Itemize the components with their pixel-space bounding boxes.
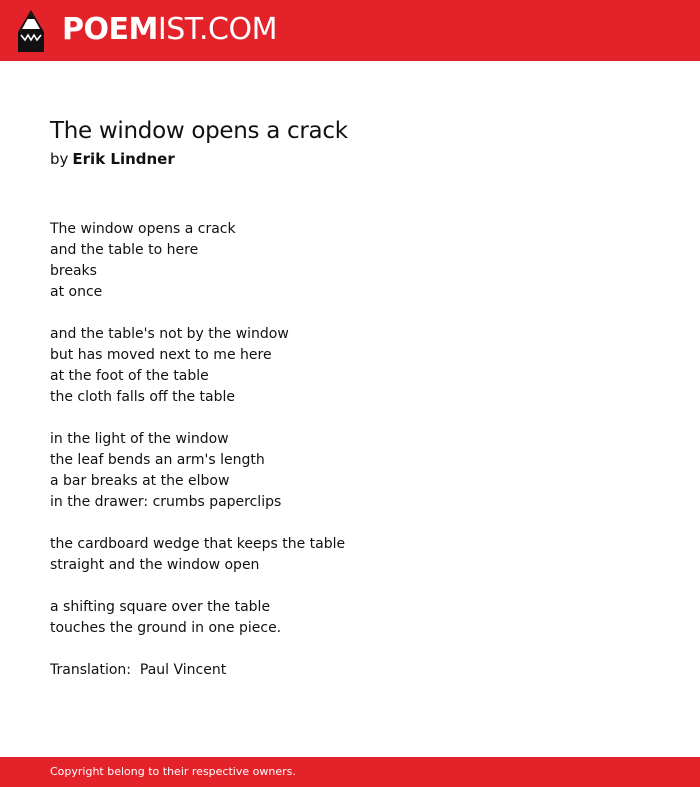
poem-title: The window opens a crack bbox=[50, 118, 348, 144]
poem-line: the leaf bends an arm's length bbox=[50, 452, 265, 468]
poem-body bbox=[50, 219, 650, 681]
poem-line: in the drawer: crumbs paperclips bbox=[50, 494, 282, 510]
poem-line: touches the ground in one piece. bbox=[50, 620, 282, 636]
poem-line: breaks bbox=[50, 263, 97, 279]
site-footer bbox=[0, 757, 700, 787]
poem-line: The window opens a crack bbox=[50, 221, 236, 237]
stanza bbox=[50, 597, 650, 639]
poem-line: and the table to here bbox=[50, 242, 199, 258]
stanza bbox=[50, 429, 650, 513]
logo-text-bold: POEM bbox=[62, 12, 158, 47]
poem-line: but has moved next to me here bbox=[50, 347, 272, 363]
stanza bbox=[50, 534, 650, 576]
stanza bbox=[50, 219, 650, 303]
byline bbox=[50, 149, 175, 169]
poem-line: and the table's not by the window bbox=[50, 326, 289, 342]
pencil-icon[interactable] bbox=[18, 10, 44, 52]
poem-line: a shifting square over the table bbox=[50, 599, 271, 615]
poem-line: in the light of the window bbox=[50, 431, 229, 447]
by-label: by bbox=[50, 150, 69, 168]
poem-line: straight and the window open bbox=[50, 557, 260, 573]
logo-text-light: IST.COM bbox=[157, 12, 277, 47]
poem-line: a bar breaks at the elbow bbox=[50, 473, 230, 489]
copyright-notice: Copyright belong to their respective owners. bbox=[50, 765, 296, 778]
poem-line: the cardboard wedge that keeps the table bbox=[50, 536, 346, 552]
site-header bbox=[0, 0, 700, 61]
poem-line: at the foot of the table bbox=[50, 368, 209, 384]
translation-credit: Translation: Paul Vincent bbox=[50, 662, 227, 678]
stanza bbox=[50, 324, 650, 408]
poem-line: the cloth falls off the table bbox=[50, 389, 235, 405]
author-name: Erik Lindner bbox=[72, 150, 175, 168]
poem-line: at once bbox=[50, 284, 103, 300]
site-logo[interactable] bbox=[62, 12, 277, 48]
